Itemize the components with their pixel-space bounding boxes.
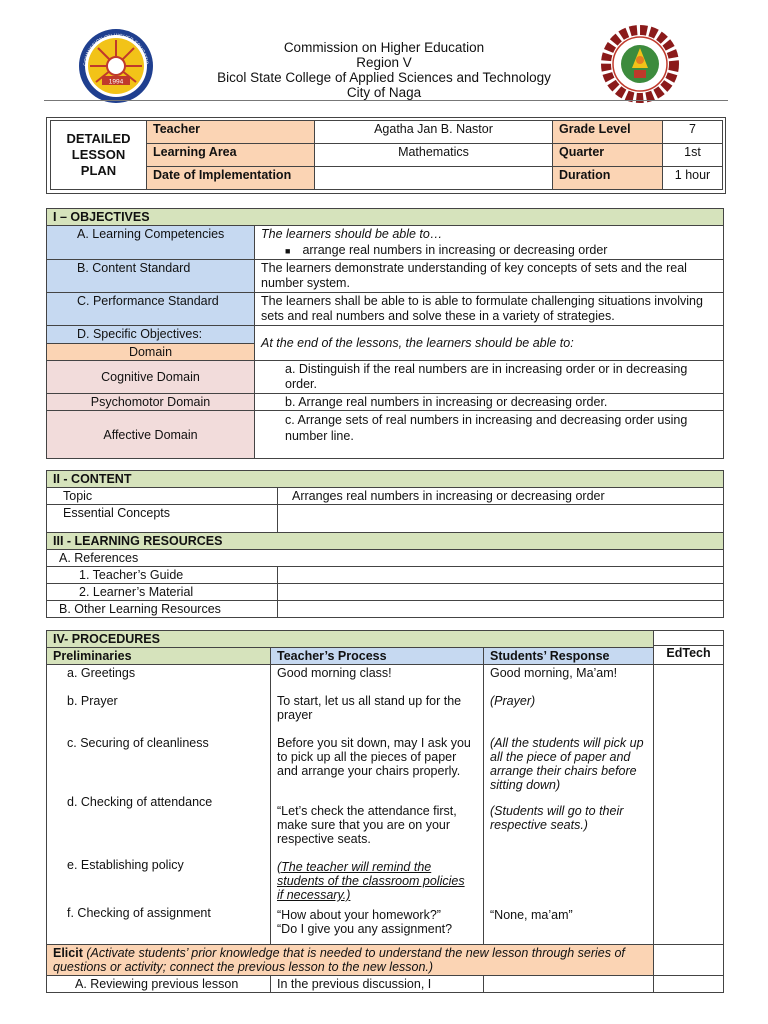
competencies-bullet-row (261, 243, 717, 258)
teachers-process-header: Teacher’s Process (271, 648, 484, 665)
grade-level-label: Grade Level (553, 121, 663, 144)
policy-label: e. Establishing policy (67, 858, 184, 872)
grade-level-value: 7 (663, 121, 723, 144)
assignment-students: “None, ma’am” (490, 908, 573, 922)
elicit-row (47, 945, 654, 976)
attendance-teacher: “Let’s check the attendance first, make sure that you are on your respective seats. (277, 804, 457, 846)
preliminaries-column (47, 665, 271, 945)
seal-arc-text: COMMISSION ON HIGHER EDUCATIO (82, 32, 150, 67)
competencies-label: A. Learning Competencies (47, 226, 255, 260)
assignment-teacher-2: “Do I give you any assignment? (277, 922, 453, 936)
duration-value: 1 hour (663, 167, 723, 190)
seal-year: 1994 (108, 78, 124, 86)
teacher-value: Agatha Jan B. Nastor (315, 121, 553, 144)
policy-teacher: (The teacher will remind the students of the classroom policies if necessary.) (277, 860, 465, 902)
specific-objectives-label: D. Specific Objectives: (47, 326, 255, 344)
students-response-column (484, 665, 654, 945)
learners-material-value (278, 584, 724, 601)
students-response-header: Students’ Response (484, 648, 654, 665)
date-label: Date of Implementation (147, 167, 315, 190)
attendance-label: d. Checking of attendance (67, 795, 213, 809)
cognitive-domain-label: Cognitive Domain (47, 361, 255, 394)
assignment-label: f. Checking of assignment (67, 906, 211, 920)
learning-area-value: Mathematics (315, 144, 553, 167)
performance-standard-label: C. Performance Standard (47, 293, 255, 326)
content-standard-label: B. Content Standard (47, 260, 255, 293)
content-standard-text: The learners demonstrate understanding of key concepts of sets and the real number system. (255, 260, 724, 293)
lesson-plan-title: DETAILED LESSON PLAN (51, 121, 147, 190)
header-line-4: City of Naga (346, 85, 422, 100)
learners-material-label: 2. Learner’s Material (47, 584, 278, 601)
review-students (484, 976, 654, 993)
content-heading: II - CONTENT (47, 471, 724, 488)
review-label: A. Reviewing previous lesson (47, 976, 271, 993)
other-resources-label: B. Other Learning Resources (47, 601, 278, 618)
header-divider (44, 100, 728, 101)
teachers-guide-value (278, 567, 724, 584)
competencies-intro: The learners should be able to… (261, 227, 443, 241)
header-line-2: Region V (356, 55, 412, 70)
teachers-process-column (271, 665, 484, 945)
preliminaries-header: Preliminaries (47, 648, 271, 665)
psychomotor-domain-label: Psychomotor Domain (47, 394, 255, 411)
prayer-label: b. Prayer (67, 694, 118, 708)
review-edtech (654, 976, 724, 993)
other-resources-value (278, 601, 724, 618)
quarter-label: Quarter (553, 144, 663, 167)
review-teacher: In the previous discussion, I (271, 976, 484, 993)
bullet-icon: ■ (285, 246, 291, 256)
header-line-3: Bicol State College of Applied Sciences and Technology (217, 70, 551, 85)
elicit-label: Elicit (53, 946, 83, 960)
greetings-teacher: Good morning class! (277, 666, 392, 680)
header-line-1: Commission on Higher Education (283, 40, 485, 55)
content-table (46, 470, 724, 618)
prayer-teacher: To start, let us all stand up for the prayer (277, 694, 462, 722)
cleanliness-students: (All the students will pick up all the piece of paper and arrange their chairs before sitting down) (490, 736, 644, 792)
topic-label: Topic (47, 488, 278, 505)
learning-area-label: Learning Area (147, 144, 315, 167)
edtech-header: EdTech (666, 646, 711, 660)
attendance-students: (Students will go to their respective seats.) (490, 804, 624, 832)
teachers-guide-label: 1. Teacher’s Guide (47, 567, 278, 584)
greetings-students: Good morning, Ma’am! (490, 666, 618, 680)
cleanliness-teacher: Before you sit down, may I ask you to pick up all the pieces of paper and arrange your chairs properly. (277, 736, 471, 778)
cognitive-domain-text: a. Distinguish if the real numbers are in increasing order or in decreasing order. (255, 361, 724, 394)
procedures-table (46, 630, 724, 993)
edtech-column (654, 665, 724, 945)
institution-header (0, 40, 768, 100)
specific-objectives-text: At the end of the lessons, the learners should be able to: (255, 326, 724, 361)
info-table (50, 120, 723, 190)
quarter-value: 1st (663, 144, 723, 167)
date-value (315, 167, 553, 190)
performance-standard-text: The learners shall be able to is able to formulate challenging situations involving sets and real numbers and solve these in a variety of strategies. (255, 293, 724, 326)
elicit-text: (Activate students’ prior knowledge that is needed to understand the new lesson through series of questions or activity; connect the previous lesson to the new lesson.) (53, 946, 625, 974)
duration-label: Duration (553, 167, 663, 190)
objectives-heading: I – OBJECTIVES (47, 209, 724, 226)
essential-concepts-label: Essential Concepts (47, 505, 278, 533)
elicit-edtech (654, 945, 724, 976)
learning-resources-heading: III - LEARNING RESOURCES (47, 533, 724, 550)
competencies-cell (255, 226, 724, 260)
affective-domain-text: c. Arrange sets of real numbers in increasing and decreasing order using number line. (255, 411, 724, 459)
teacher-label: Teacher (147, 121, 315, 144)
references-label: A. References (47, 550, 724, 567)
assignment-teacher-1: “How about your homework?” (277, 908, 441, 922)
procedures-heading: IV- PROCEDURES (47, 631, 654, 648)
domain-label: Domain (47, 344, 255, 361)
objectives-table (46, 208, 724, 459)
psychomotor-domain-text: b. Arrange real numbers in increasing or decreasing order. (255, 394, 724, 411)
affective-domain-label: Affective Domain (47, 411, 255, 459)
competencies-bullet: arrange real numbers in increasing or decreasing order (302, 243, 608, 257)
greetings-label: a. Greetings (67, 666, 136, 680)
procedures-corner (654, 631, 724, 665)
topic-value: Arranges real numbers in increasing or decreasing order (278, 488, 724, 505)
prayer-students: (Prayer) (490, 694, 536, 708)
cleanliness-label: c. Securing of cleanliness (67, 736, 209, 750)
essential-concepts-value (278, 505, 724, 533)
